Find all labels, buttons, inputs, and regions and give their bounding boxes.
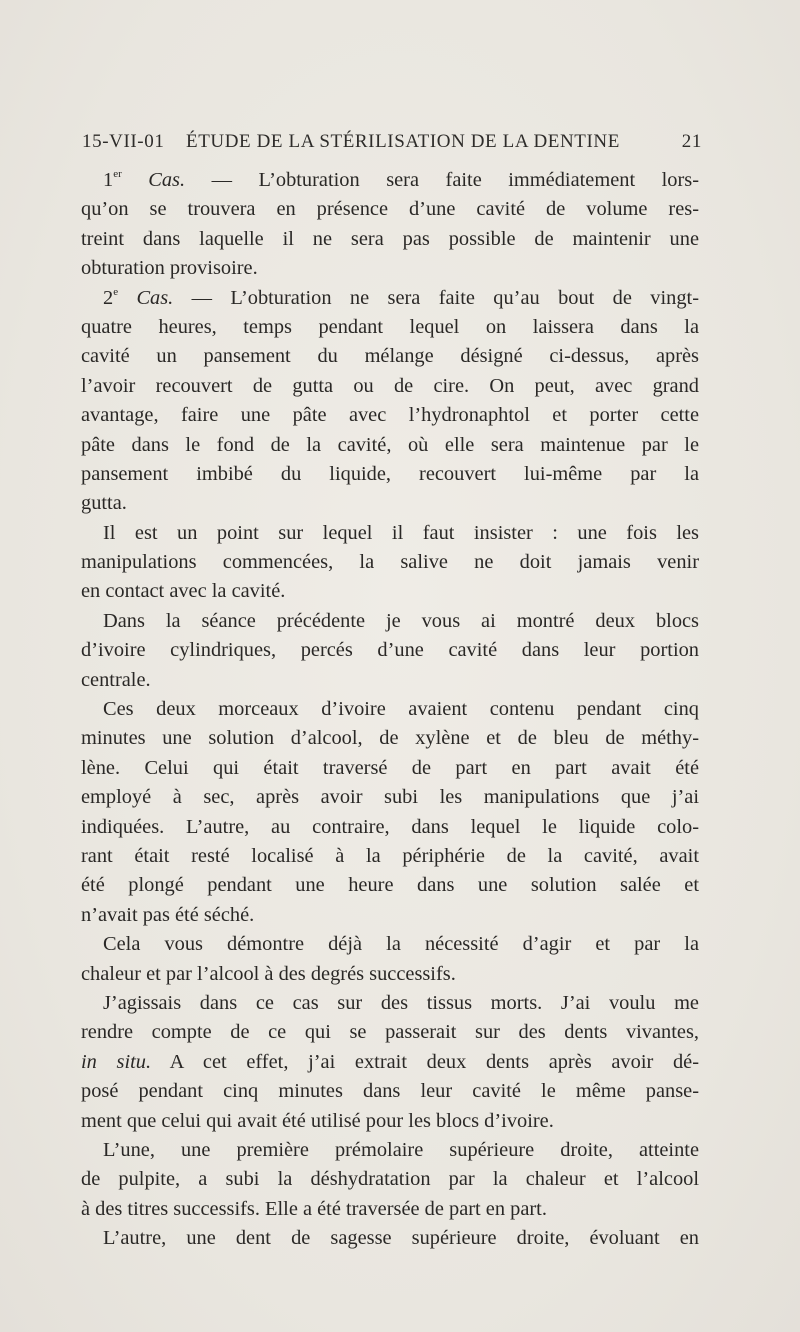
text-line: minutes une solution d’alcool, de xylène et de bleu de méthy- — [81, 727, 699, 750]
case-number: 2 — [103, 286, 114, 309]
text-line: Ces deux morceaux d’ivoire avaient contenu pendant cinq — [103, 698, 699, 721]
ordinal-suffix: er — [113, 168, 122, 180]
text-line — [81, 1048, 699, 1077]
text-line: été plongé pendant une heure dans une solution salée et — [81, 874, 699, 897]
text-line: employé à sec, après avoir subi les manipulations que j’ai — [81, 786, 699, 809]
text-line: chaleur et par l’alcool à des degrés successifs. — [81, 962, 456, 985]
text-line: indiquées. L’autre, au contraire, dans lequel le liquide colo- — [81, 815, 699, 838]
text-line: J’agissais dans ce cas sur des tissus morts. J’ai voulu me — [103, 991, 699, 1014]
text-line: gutta. — [81, 492, 127, 515]
page-number: 21 — [681, 131, 702, 152]
header-date: 15-VII-01 — [82, 131, 165, 152]
case-number: 1 — [103, 169, 114, 191]
text-line — [81, 284, 699, 313]
text-line: l’avoir recouvert de gutta ou de cire. On peut, avec grand — [81, 374, 699, 397]
line-text: A cet effet, j’ai extrait deux dents après avoir dé- — [151, 1050, 699, 1073]
text-line: posé pendant cinq minutes dans leur cavité le même panse- — [81, 1080, 699, 1103]
text-line: avantage, faire une pâte avec l’hydronaphtol et porter cette — [81, 404, 699, 427]
text-line: à des titres successifs. Elle a été traversée de part en part. — [81, 1197, 547, 1220]
text-line: Cela vous démontre déjà la nécessité d’agir et par la — [103, 933, 699, 956]
case-label: Cas. — [121, 169, 186, 191]
text-line: en contact avec la cavité. — [81, 580, 286, 603]
text-line: Il est un point sur lequel il faut insister : une fois les — [103, 521, 699, 544]
text-line: lène. Celui qui était traversé de part en part avait été — [81, 756, 699, 779]
text-line: obturation provisoire. — [81, 257, 258, 280]
text-line — [81, 166, 699, 195]
text-line: rant était resté localisé à la périphérie de la cavité, avait — [81, 844, 699, 867]
text-line: pansement imbibé du liquide, recouvert lui-même par la — [81, 462, 699, 485]
body-text — [81, 166, 699, 1253]
line-text: — L’obturation sera faite immédiatement lors- — [185, 169, 699, 191]
running-header — [82, 131, 702, 159]
text-line: pâte dans le fond de la cavité, où elle sera maintenue par le — [81, 433, 699, 456]
text-line: Dans la séance précédente je vous ai montré deux blocs — [103, 609, 699, 632]
text-line: centrale. — [81, 668, 151, 691]
line-text: — L’obturation ne sera faite qu’au bout de vingt- — [173, 286, 699, 309]
text-line: manipulations commencées, la salive ne doit jamais venir — [81, 551, 699, 574]
text-line: n’avait pas été séché. — [81, 903, 255, 926]
text-line: de pulpite, a subi la déshydratation par la chaleur et l’alcool — [81, 1168, 699, 1191]
text-line: L’une, une première prémolaire supérieure droite, atteinte — [103, 1138, 699, 1161]
text-line: rendre compte de ce qui se passerait sur des dents vivantes, — [81, 1021, 699, 1044]
text-line: quatre heures, temps pendant lequel on laissera dans la — [81, 315, 699, 338]
text-line: qu’on se trouvera en présence d’une cavité de volume res- — [81, 198, 699, 221]
ordinal-suffix: e — [113, 285, 119, 298]
text-line: ment que celui qui avait été utilisé pour les blocs d’ivoire. — [81, 1109, 554, 1132]
running-title: ÉTUDE DE LA STÉRILISATION DE LA DENTINE — [186, 131, 620, 152]
italic-phrase: in situ. — [81, 1050, 152, 1073]
text-line: cavité un pansement du mélange désigné ci-dessus, après — [81, 345, 699, 368]
text-line: d’ivoire cylindriques, percés d’une cavité dans leur portion — [81, 639, 699, 662]
text-line: treint dans laquelle il ne sera pas possible de maintenir une — [81, 227, 699, 250]
text-line: L’autre, une dent de sagesse supérieure droite, évoluant en — [103, 1227, 699, 1250]
case-label: Cas. — [118, 286, 174, 309]
